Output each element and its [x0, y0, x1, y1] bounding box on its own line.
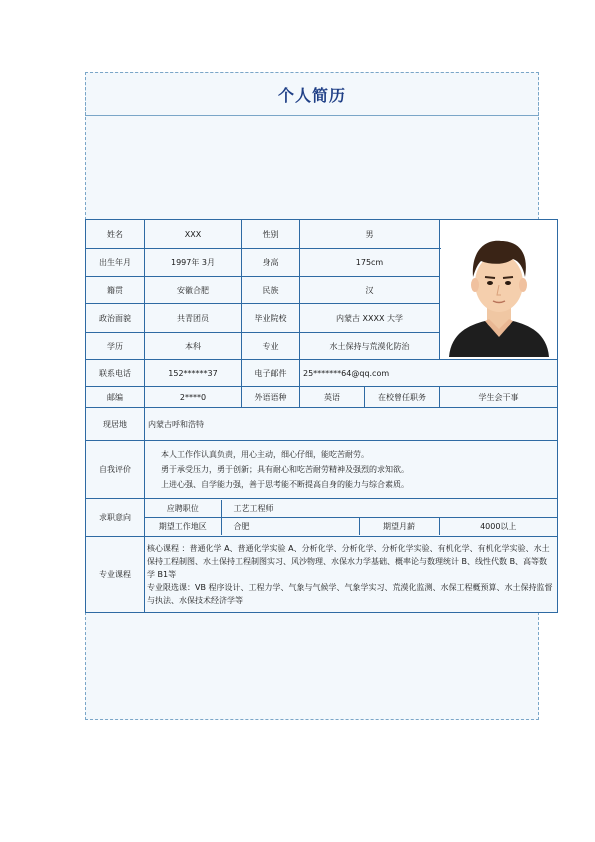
name-label: 姓名 [86, 220, 145, 249]
row-job [86, 499, 558, 537]
eval-label: 自我评价 [86, 441, 145, 499]
phone-label: 联系电话 [86, 360, 145, 387]
ethnicity-value: 汉 [300, 277, 440, 304]
page-title: 个人简历 [277, 85, 346, 105]
avatar [441, 221, 557, 357]
eval-line-2: 勇于承受压力，勇于创新；具有耐心和吃苦耐劳精神及强烈的求知欲。 [161, 465, 409, 474]
name-value: XXX [145, 220, 242, 249]
language-label: 外语语种 [242, 387, 300, 408]
school-label: 毕业院校 [242, 304, 300, 333]
title-band [85, 72, 539, 116]
ethnicity-label: 民族 [242, 277, 300, 304]
row-residence [86, 408, 558, 441]
row-phone [86, 360, 558, 387]
job-salary-value: 4000以上 [439, 518, 557, 536]
resume-table [85, 219, 558, 613]
core-courses: 核心课程 ：普通化学 A、普通化学实验 A、分析化学、分析化学、分析化学实验、有机化学、有机化学实验、水土保持工程制图、水土保持工程制图实习、风沙物理、水保水力学基础、概率论与数理统计 B、线性代数 B、高等数学 B1等 [147, 544, 550, 579]
birth-value: 1997年 3月 [145, 249, 242, 277]
job-position-value: 工艺工程师 [221, 500, 557, 518]
political-value: 共青团员 [145, 304, 242, 333]
residence-value: 内蒙古呼和浩特 [145, 408, 558, 441]
origin-label: 籍贯 [86, 277, 145, 304]
height-value: 175cm [300, 249, 440, 277]
email-label: 电子邮件 [242, 360, 300, 387]
row-courses [86, 537, 558, 613]
language-value: 英语 [300, 387, 365, 408]
row-zip [86, 387, 558, 408]
position-value: 学生会干事 [440, 387, 558, 408]
major-value: 水土保持与荒漠化防治 [300, 333, 440, 360]
political-label: 政治面貌 [86, 304, 145, 333]
gender-value: 男 [300, 220, 440, 249]
job-location-value: 合肥 [221, 518, 359, 536]
self-evaluation [145, 441, 558, 499]
zip-label: 邮编 [86, 387, 145, 408]
job-intent-table [145, 500, 557, 535]
phone-value: 152******37 [145, 360, 242, 387]
degree-label: 学历 [86, 333, 145, 360]
elective-courses: 专业限选课：VB 程序设计、工程力学、气象与气候学、气象学实习、荒漠化监测、水保工程概预算、水土保持监督与执法、水保技术经济学等 [147, 583, 553, 605]
profile-photo [440, 220, 558, 360]
position-label: 在校曾任职务 [365, 387, 440, 408]
gender-label: 性别 [242, 220, 300, 249]
job-location-label: 期望工作地区 [145, 518, 221, 536]
birth-label: 出生年月 [86, 249, 145, 277]
residence-label: 现居地 [86, 408, 145, 441]
origin-value: 安徽合肥 [145, 277, 242, 304]
zip-value: 2****0 [145, 387, 242, 408]
course-list [145, 537, 558, 613]
courses-label: 专业课程 [86, 537, 145, 613]
job-salary-label: 期望月薪 [359, 518, 439, 536]
major-label: 专业 [242, 333, 300, 360]
job-intent [145, 499, 558, 537]
eval-line-3: 上进心强、自学能力强，善于思考能不断提高自身的能力与综合素质。 [161, 480, 409, 489]
email-value: 25*******64@qq.com [300, 360, 558, 387]
job-label: 求职意向 [86, 499, 145, 537]
row-eval [86, 441, 558, 499]
school-value: 内蒙古 XXXX 大学 [300, 304, 440, 333]
degree-value: 本科 [145, 333, 242, 360]
height-label: 身高 [242, 249, 300, 277]
eval-line-1: 本人工作作认真负责，用心主动，细心仔细，能吃苦耐劳。 [161, 450, 369, 459]
row-name [86, 220, 558, 249]
job-position-label: 应聘职位 [145, 500, 221, 518]
